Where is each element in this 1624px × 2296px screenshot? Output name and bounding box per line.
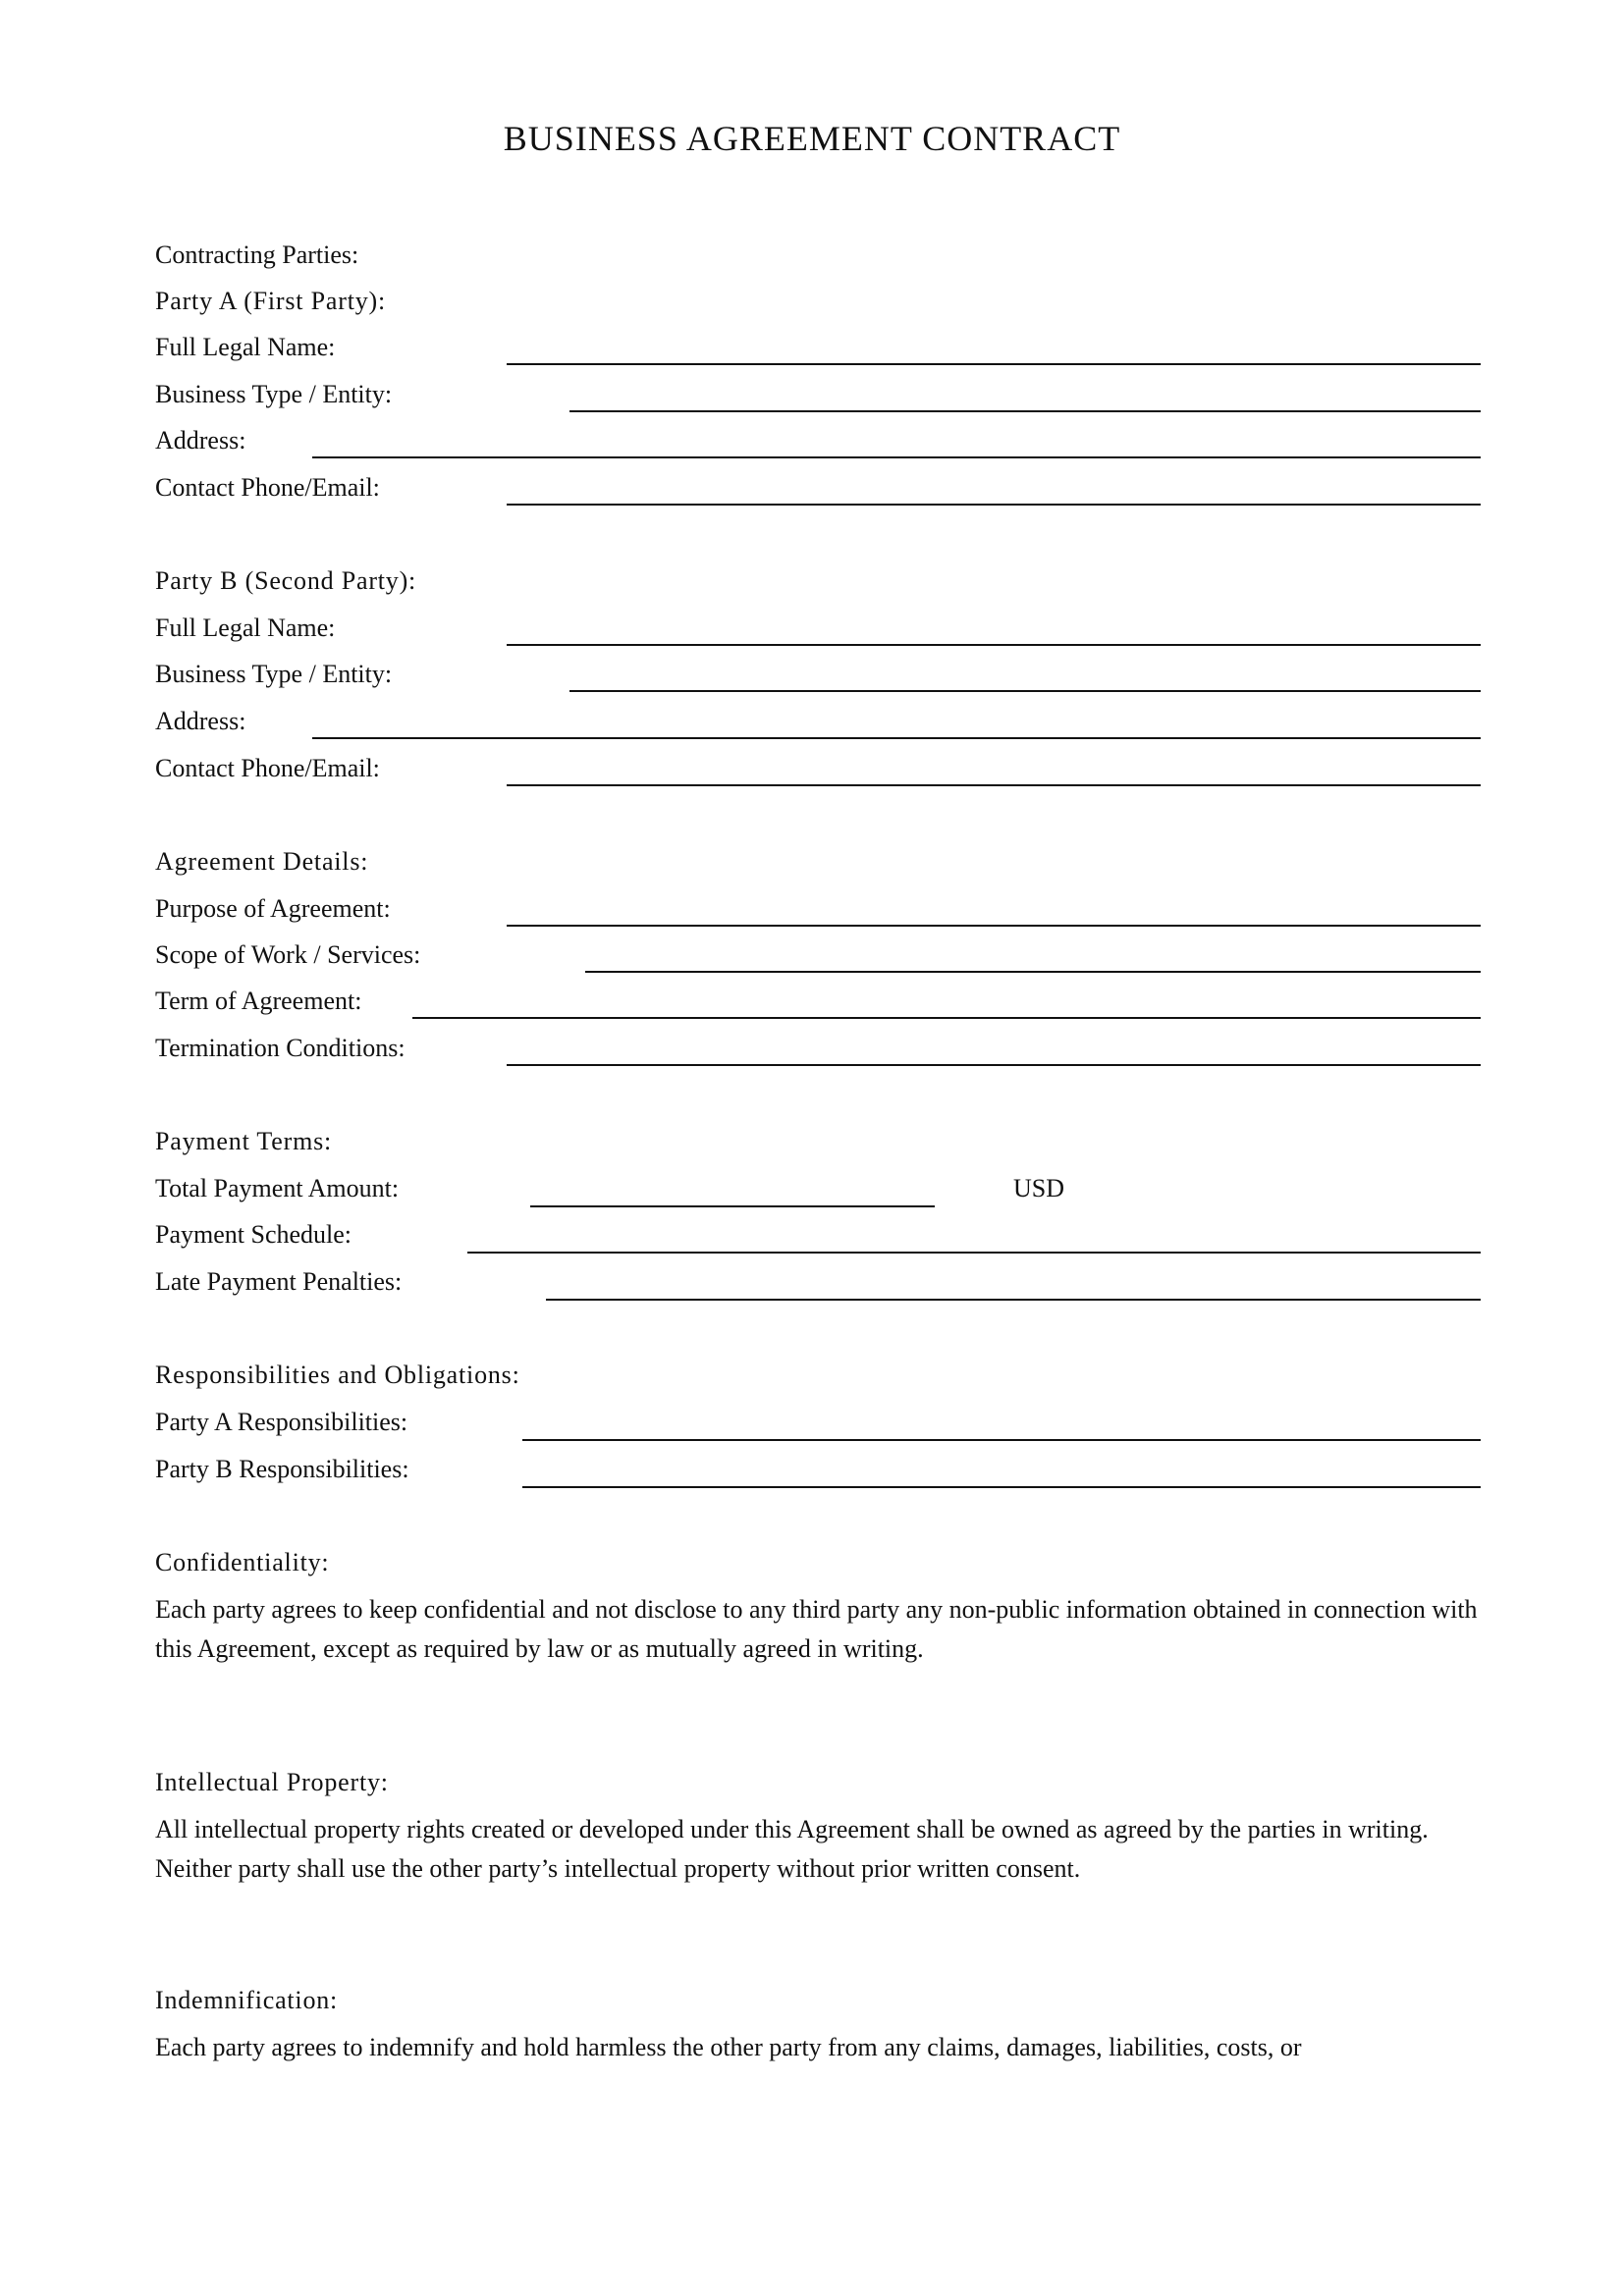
confidentiality-heading: Confidentiality: xyxy=(155,1548,330,1576)
party-b-contact-field[interactable] xyxy=(507,784,1481,786)
party-a-full-legal-name-field[interactable] xyxy=(507,363,1481,365)
party-a-full-legal-name-label: Full Legal Name: xyxy=(155,333,336,361)
intellectual-property-heading: Intellectual Property: xyxy=(155,1768,389,1796)
scope-field[interactable] xyxy=(585,971,1481,973)
payment-schedule-field[interactable] xyxy=(467,1252,1481,1254)
party-a-contact-field[interactable] xyxy=(507,504,1481,506)
document-title: BUSINESS AGREEMENT CONTRACT xyxy=(503,119,1121,158)
intellectual-property-text: All intellectual property rights created or developed under this Agreement shall be owned as agreed by the parties in writing. Neither party shall use the other party’s intellectual property without prior written consent. xyxy=(155,1815,1429,1883)
purpose-label: Purpose of Agreement: xyxy=(155,894,391,923)
party-b-full-legal-name-label: Full Legal Name: xyxy=(155,614,336,642)
payment-terms-heading: Payment Terms: xyxy=(155,1127,333,1155)
party-a-heading: Party A (First Party): xyxy=(155,287,386,315)
late-penalties-field[interactable] xyxy=(546,1299,1481,1301)
termination-field[interactable] xyxy=(507,1064,1481,1066)
party-a-address-field[interactable] xyxy=(312,456,1481,458)
party-b-business-type-field[interactable] xyxy=(569,690,1481,692)
party-a-responsibilities-field[interactable] xyxy=(522,1439,1481,1441)
party-b-heading: Party B (Second Party): xyxy=(155,566,417,595)
party-a-business-type-label: Business Type / Entity: xyxy=(155,380,393,408)
total-payment-label: Total Payment Amount: xyxy=(155,1174,400,1202)
party-a-address-label: Address: xyxy=(155,426,246,454)
party-b-business-type-label: Business Type / Entity: xyxy=(155,660,393,688)
total-payment-field[interactable] xyxy=(530,1205,935,1207)
party-b-full-legal-name-field[interactable] xyxy=(507,644,1481,646)
responsibilities-heading: Responsibilities and Obligations: xyxy=(155,1361,520,1389)
party-b-address-field[interactable] xyxy=(312,737,1481,739)
termination-label: Termination Conditions: xyxy=(155,1034,406,1062)
term-label: Term of Agreement: xyxy=(155,987,362,1015)
confidentiality-text: Each party agrees to keep confidential and not disclose to any third party any non-public information obtained in connection with this Agreement, except as required by law or as mutually agreed in writing. xyxy=(155,1595,1478,1663)
term-field[interactable] xyxy=(412,1017,1481,1019)
agreement-details-heading: Agreement Details: xyxy=(155,847,369,876)
late-penalties-label: Late Payment Penalties: xyxy=(155,1267,403,1296)
purpose-field[interactable] xyxy=(507,925,1481,927)
indemnification-heading: Indemnification: xyxy=(155,1986,339,2014)
scope-label: Scope of Work / Services: xyxy=(155,940,421,969)
indemnification-text: Each party agrees to indemnify and hold harmless the other party from any claims, damages, liabilities, costs, or xyxy=(155,2033,1302,2061)
contracting-parties-heading: Contracting Parties: xyxy=(155,240,359,269)
party-a-responsibilities-label: Party A Responsibilities: xyxy=(155,1408,408,1436)
party-a-business-type-field[interactable] xyxy=(569,410,1481,412)
payment-schedule-label: Payment Schedule: xyxy=(155,1220,352,1249)
party-a-contact-label: Contact Phone/Email: xyxy=(155,473,380,502)
party-b-contact-label: Contact Phone/Email: xyxy=(155,754,380,782)
party-b-responsibilities-field[interactable] xyxy=(522,1486,1481,1488)
currency-label: USD xyxy=(1013,1174,1065,1202)
party-b-responsibilities-label: Party B Responsibilities: xyxy=(155,1455,409,1483)
party-b-address-label: Address: xyxy=(155,707,246,735)
